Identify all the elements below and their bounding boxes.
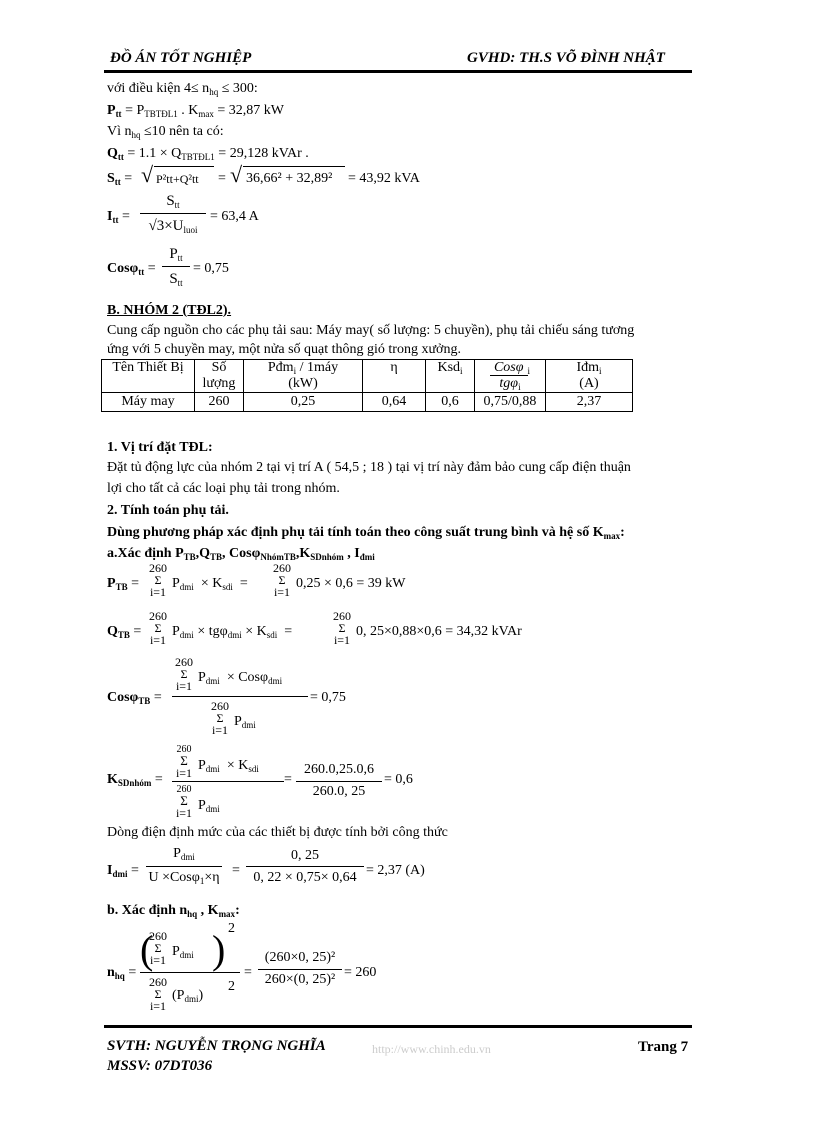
col-cos: Cosφ $_i$ tgφ$_i$ xyxy=(475,360,546,393)
ptb-result: 0,25 × 0,6 = 39 kW xyxy=(296,576,406,591)
stt-expr: P²tt+Q²tt xyxy=(156,172,199,186)
sum-icon: 260 Σ i=1 xyxy=(149,975,167,1013)
nhq-label: $n_{hq}$ = xyxy=(107,965,137,981)
costt-result: = 0,75 xyxy=(193,261,229,276)
sum-icon: 260 Σ i=1 xyxy=(211,699,229,737)
header-left: ĐỒ ÁN TỐT NGHIỆP xyxy=(110,50,252,66)
col-device: Tên Thiết Bị xyxy=(102,360,195,393)
group2-title: B. NHÓM 2 (TĐL2). xyxy=(107,303,232,318)
sqrt-icon: √ xyxy=(141,162,154,187)
sum-icon: 260 Σ i=1 xyxy=(175,655,193,693)
sqrt-icon: √ xyxy=(230,162,243,187)
ksd-label: $K_{SDnhóm}$ = xyxy=(107,772,163,788)
itt-result: = 63,4 A xyxy=(210,209,259,224)
stt-expr2: 36,66² + 32,89² xyxy=(246,171,333,186)
ptb-label: $P_{TB}$ = xyxy=(107,576,139,592)
sum-icon: 260 Σ i=1 xyxy=(333,609,351,647)
stt-result: = 43,92 kVA xyxy=(348,171,420,186)
s1-title: 1. Vị trí đặt TĐL: xyxy=(107,440,213,455)
footer-url: http://www.chinh.edu.vn xyxy=(372,1042,491,1056)
condition-line: với điều kiện $4\le n_{hq} \le 300$: xyxy=(107,81,258,97)
sum-icon: 260 Σ i=1 xyxy=(149,561,167,599)
s2-b: b. Xác định $n_{hq}$ , $K_{max}$: xyxy=(107,903,240,919)
col-idm: Iđm$_i$ (A) xyxy=(546,360,633,393)
footer-page: Trang 7 xyxy=(638,1039,689,1055)
nhq-result: = 260 xyxy=(344,965,377,980)
sum-icon: 260 Σ i=1 xyxy=(273,561,291,599)
idm-result: = 2,37 (A) xyxy=(366,863,425,878)
col-ksd: Ksd$_i$ xyxy=(426,360,475,393)
footer-svth: SVTH: NGUYỄN TRỌNG NGHĨA xyxy=(107,1038,326,1054)
itt-num: $S_{tt}$ xyxy=(166,193,180,210)
idm-label: $I_{dmi}$ = xyxy=(107,863,139,879)
costb-result: = 0,75 xyxy=(310,690,346,705)
costt-label: Cosφ$_{tt}$ = xyxy=(107,261,156,277)
header-rule xyxy=(104,70,692,73)
qtb-result: 0, 25×0,88×0,6 = 34,32 kVAr xyxy=(356,624,522,639)
sum-icon: 260 Σ i=1 xyxy=(175,784,193,820)
header-right: GVHD: TH.S VÕ ĐÌNH NHẬT xyxy=(467,50,665,66)
table-row: Máy may 260 0,25 0,64 0,6 0,75/0,88 2,37 xyxy=(102,393,633,412)
s1-text-1: Đặt tủ động lực của nhóm 2 tại vị trí A ( 54,5 ; 18 ) tại vị trí này đảm bảo cung cấp điện thuận xyxy=(107,460,631,475)
ptt-line: $P_{tt} = P_{TBTĐL1}$ . $K_{max} = 32,87$ kW xyxy=(107,103,284,119)
dong-text: Dòng điện định mức của các thiết bị được tính bởi công thức xyxy=(107,825,448,840)
s2-method: Dùng phương pháp xác định phụ tải tính toán theo công suất trung bình và hệ số $K_{max}$: xyxy=(107,525,625,541)
group2-desc-1: Cung cấp nguồn cho các phụ tải sau: Máy may( số lượng: 5 chuyền), phụ tải chiếu sáng tương xyxy=(107,323,635,338)
vi-line: Vì $n_{hq} \le 10$ nên ta có: xyxy=(107,124,224,140)
ksd-result: = 0,6 xyxy=(384,772,413,787)
itt-den: $√3\times U_{luoi}$ xyxy=(148,218,198,235)
col-eta: η xyxy=(363,360,426,393)
footer-rule xyxy=(104,1025,692,1028)
col-pdm: Pđm$_i$ / 1máy (kW) xyxy=(244,360,363,393)
col-qty: Số lượng xyxy=(195,360,244,393)
sum-icon: 260 Σ i=1 xyxy=(149,929,167,967)
qtt-line: $Q_{tt} = 1.1 \times Q_{TBTĐL1} = 29,128$ kVAr . xyxy=(107,146,309,162)
costb-label: Cosφ$_{TB}$ = xyxy=(107,690,162,706)
group2-desc-2: ứng với 5 chuyền may, một nửa số quạt thông gió trong xưởng. xyxy=(107,342,461,357)
device-table xyxy=(101,359,633,412)
stt-label: $S_{tt}$ = xyxy=(107,171,133,187)
s1-text-2: lợi cho tất cả các loại phụ tải trong nhóm. xyxy=(107,481,340,496)
itt-label: $I_{tt}$ = xyxy=(107,209,130,225)
s2-title: 2. Tính toán phụ tải. xyxy=(107,503,229,518)
sum-icon: 260 Σ i=1 xyxy=(175,744,193,780)
sum-icon: 260 Σ i=1 xyxy=(149,609,167,647)
s2-a: a.Xác định $P_{TB},Q_{TB}$, $Cos\varphi_{NhómTB},K_{SDnhóm}$ , $I_{đmi}$ xyxy=(107,546,375,562)
footer-mssv: MSSV: 07DT036 xyxy=(107,1058,213,1074)
qtb-label: $Q_{TB}$ = xyxy=(107,624,142,640)
